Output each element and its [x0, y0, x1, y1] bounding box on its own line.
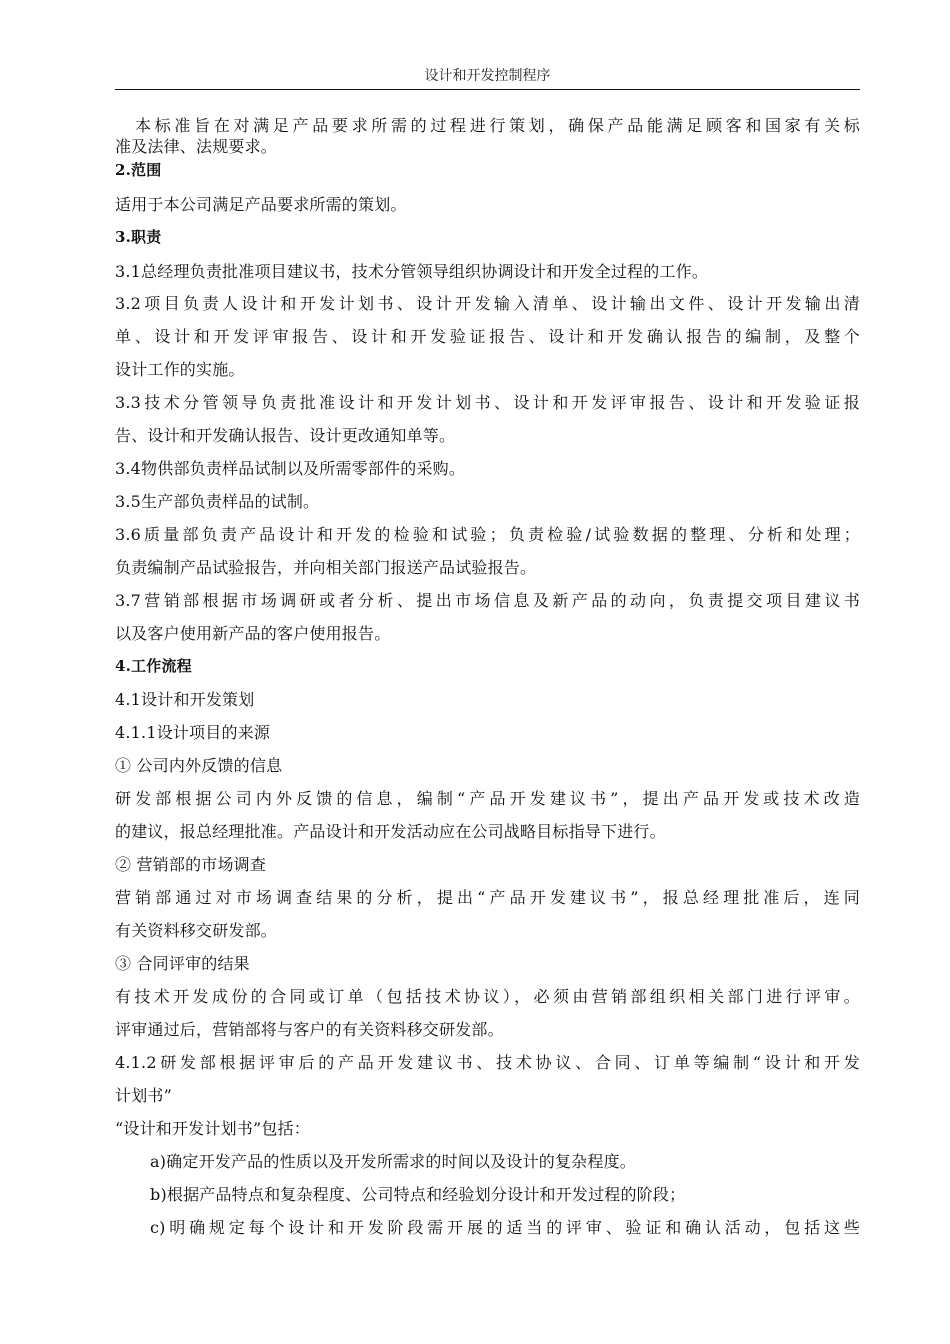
header-rule — [115, 89, 860, 90]
subsection-4-1-1: 4.1.1设计项目的来源 — [115, 723, 271, 742]
section-3-heading: 3.职责 — [115, 228, 162, 246]
resp-3-4: 3.4物供部负责样品试制以及所需零部件的采购。 — [115, 459, 466, 478]
source-2-title: ② 营销部的市场调查 — [115, 855, 267, 874]
resp-3-3-line-1: 3.3技术分管领导负责批准设计和开发计划书、设计和开发评审报告、设计和开发验证报 — [115, 393, 860, 412]
source-1-line-2: 的建议，报总经理批准。产品设计和开发活动应在公司战略目标指导下进行。 — [115, 822, 666, 841]
section-4-heading: 4.工作流程 — [115, 657, 192, 675]
purpose-line-1: 本标准旨在对满足产品要求所需的过程进行策划，确保产品能满足顾客和国家有关标 — [135, 116, 860, 135]
subsection-4-1: 4.1设计和开发策划 — [115, 690, 255, 709]
subsection-4-1-2-line-2: 计划书” — [115, 1086, 172, 1105]
plan-item-b: b)根据产品特点和复杂程度、公司特点和经验划分设计和开发过程的阶段； — [150, 1185, 686, 1204]
source-3-line-2: 评审通过后，营销部将与客户的有关资料移交研发部。 — [115, 1020, 504, 1039]
plan-item-a: a)确定开发产品的性质以及开发所需求的时间以及设计的复杂程度。 — [150, 1152, 636, 1171]
resp-3-3-line-2: 告、设计和开发确认报告、设计更改通知单等。 — [115, 426, 456, 445]
resp-3-2-line-3: 设计工作的实施。 — [115, 360, 245, 379]
section-2-heading: 2.范围 — [115, 161, 162, 179]
section-2-text: 适用于本公司满足产品要求所需的策划。 — [115, 195, 407, 214]
source-2-line-2: 有关资料移交研发部。 — [115, 921, 278, 940]
header-title: 设计和开发控制程序 — [424, 68, 551, 84]
resp-3-7-line-1: 3.7营销部根据市场调研或者分析、提出市场信息及新产品的动向，负责提交项目建议书 — [115, 591, 860, 610]
source-3-line-1: 有技术开发成份的合同或订单（包括技术协议），必须由营销部组织相关部门进行评审。 — [115, 987, 860, 1006]
resp-3-6-line-2: 负责编制产品试验报告，并向相关部门报送产品试验报告。 — [115, 558, 537, 577]
resp-3-5: 3.5生产部负责样品的试制。 — [115, 492, 320, 511]
source-3-title: ③ 合同评审的结果 — [115, 954, 250, 973]
source-1-line-1: 研发部根据公司内外反馈的信息，编制“产品开发建议书”，提出产品开发或技术改造 — [115, 789, 860, 808]
resp-3-6-line-1: 3.6质量部负责产品设计和开发的检验和试验；负责检验/试验数据的整理、分析和处理； — [115, 525, 860, 544]
resp-3-1: 3.1总经理负责批准项目建议书，技术分管领导组织协调设计和开发全过程的工作。 — [115, 262, 709, 281]
plan-intro: “设计和开发计划书”包括： — [115, 1119, 310, 1138]
resp-3-7-line-2: 以及客户使用新产品的客户使用报告。 — [115, 624, 391, 643]
plan-item-c: c)明确规定每个设计和开发阶段需开展的适当的评审、验证和确认活动，包括这些 — [150, 1218, 860, 1237]
resp-3-2-line-1: 3.2项目负责人设计和开发计划书、设计开发输入清单、设计输出文件、设计开发输出清 — [115, 294, 860, 313]
source-1-title: ① 公司内外反馈的信息 — [115, 756, 283, 775]
subsection-4-1-2-line-1: 4.1.2研发部根据评审后的产品开发建议书、技术协议、合同、订单等编制“设计和开发 — [115, 1053, 860, 1072]
source-2-line-1: 营销部通过对市场调查结果的分析，提出“产品开发建议书”，报总经理批准后，连同 — [115, 888, 860, 907]
purpose-line-2: 准及法律、法规要求。 — [115, 137, 278, 156]
resp-3-2-line-2: 单、设计和开发评审报告、设计和开发验证报告、设计和开发确认报告的编制，及整个 — [115, 327, 860, 346]
